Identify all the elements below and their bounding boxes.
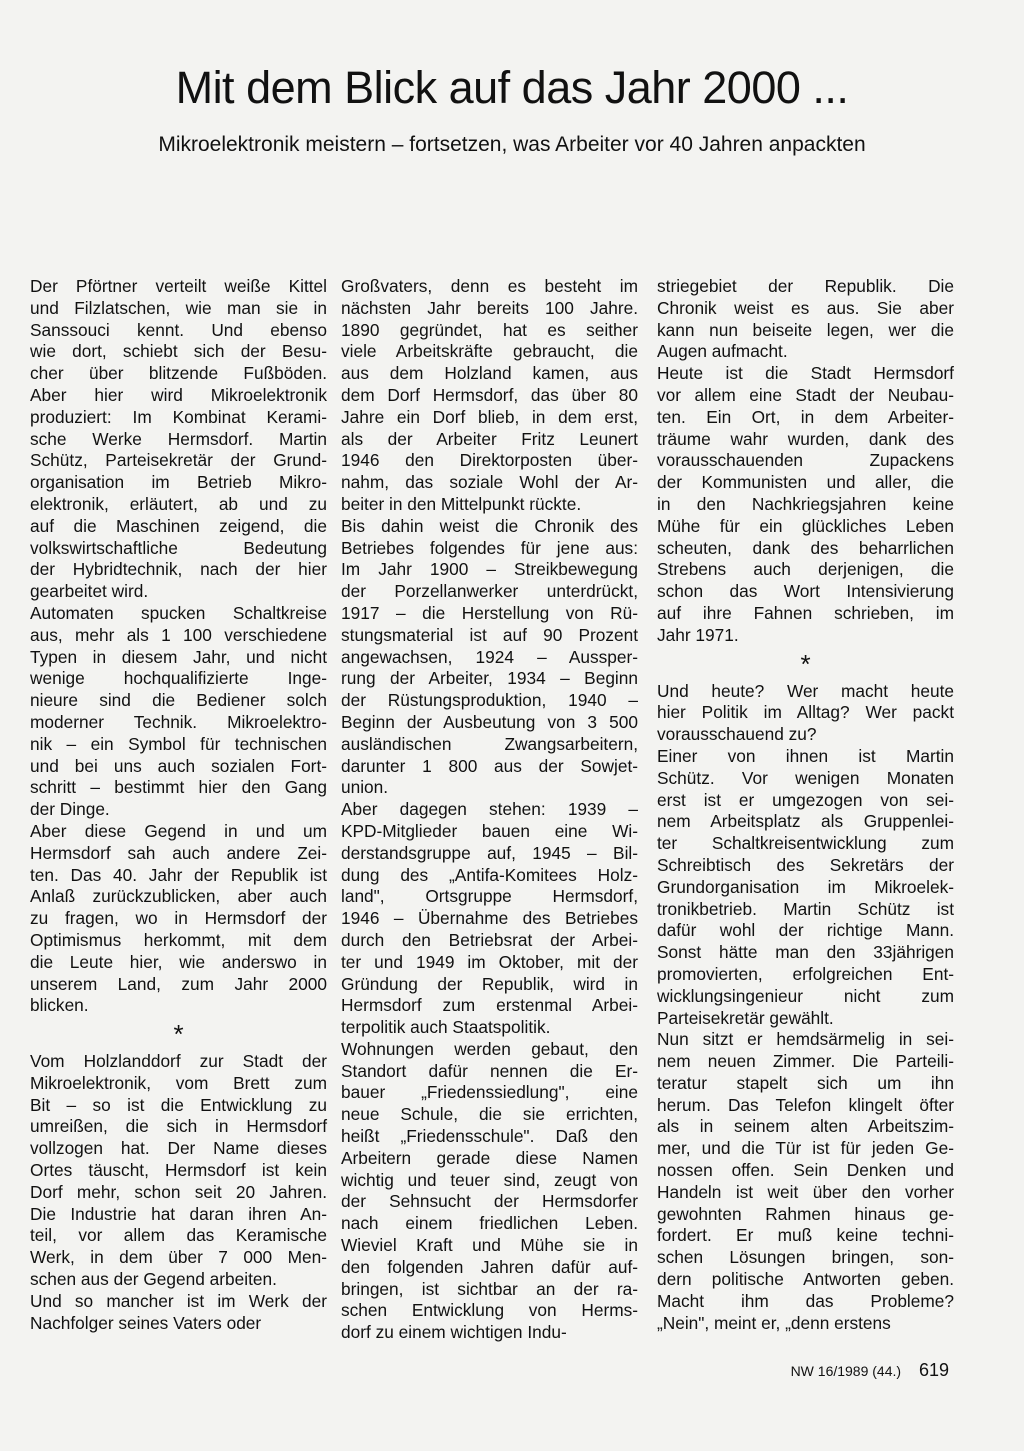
text-line: träume wahr wurden, dank des	[657, 428, 954, 449]
text-line: schon das Wort Intensivierung	[657, 581, 954, 602]
text-line: herum. Das Telefon klingelt öfter	[657, 1094, 954, 1115]
text-line: Aber diese Gegend in und um	[30, 820, 327, 841]
paragraph	[30, 1291, 327, 1335]
text-line: tronikbetrieb. Martin Schütz ist	[657, 898, 954, 919]
paragraph	[657, 681, 954, 746]
text-line: nem Arbeitsplatz als Gruppenlei-	[657, 811, 954, 832]
text-line: Typen in diesem Jahr, und nicht	[30, 646, 327, 667]
text-line: bauer „Friedenssiedlung", eine	[341, 1082, 638, 1103]
paragraph	[30, 821, 327, 1017]
text-line: ausländischen Zwangsarbeitern,	[341, 733, 638, 754]
text-line: durch den Betriebsrat der Arbei-	[341, 929, 638, 950]
text-line: der Rüstungsproduktion, 1940 –	[341, 690, 638, 711]
text-line: Dorf mehr, schon seit 20 Jahren.	[30, 1181, 327, 1202]
text-line: hier Politik im Alltag? Wer packt	[657, 702, 954, 723]
text-line: erst ist er umgezogen von sei-	[657, 789, 954, 810]
text-line: nieure sind die Bediener solch	[30, 690, 327, 711]
text-line: Schütz. Vor wenigen Monaten	[657, 767, 954, 788]
text-line: bringen, ist sichtbar an der ra-	[341, 1278, 638, 1299]
text-line: fordert. Er muß keine techni-	[657, 1225, 954, 1246]
text-line: scheuten, dank des beharrlichen	[657, 537, 954, 558]
text-line: dafür wohl der richtige Mann.	[657, 920, 954, 941]
issue-reference: NW 16/1989 (44.)	[790, 1363, 902, 1379]
text-line: der Sehnsucht der Hermsdorfer	[341, 1191, 638, 1212]
text-line: vollzogen hat. Der Name dieses	[30, 1138, 327, 1159]
paragraph	[657, 363, 954, 646]
text-line: mer, und die Tür ist für jeden Ge-	[657, 1138, 954, 1159]
text-line: Optimismus herkommt, mit dem	[30, 929, 327, 950]
text-line: Augen aufmacht.	[657, 341, 788, 362]
text-line: Im Jahr 1900 – Streikbewegung	[341, 559, 638, 580]
paragraph	[30, 603, 327, 821]
text-line: KPD-Mitglieder bauen eine Wi-	[341, 820, 638, 841]
text-line: sche Werke Hermsdorf. Martin	[30, 428, 327, 449]
paragraph	[30, 276, 327, 603]
text-line: Mikroelektronik, vom Brett zum	[30, 1072, 327, 1093]
text-line: Hermsdorf zum erstenmal Arbei-	[341, 995, 638, 1016]
text-line: heißt „Friedensschule". Daß den	[341, 1126, 638, 1147]
text-line: Der Pförtner verteilt weiße Kittel	[30, 276, 327, 296]
text-line: Jahr 1971.	[657, 624, 739, 645]
page-footer	[791, 1360, 949, 1381]
paragraph	[341, 799, 638, 1039]
text-column-2	[341, 276, 638, 1344]
text-line: Nachfolger seines Vaters oder	[30, 1312, 262, 1333]
text-line: „Nein", meint er, „denn erstens	[657, 1312, 891, 1333]
section-separator: *	[800, 648, 811, 679]
text-line: der Dinge.	[30, 799, 110, 820]
text-line: und Filzlatschen, wie man sie in	[30, 297, 327, 318]
text-line: als in seinem alten Arbeitszim-	[657, 1116, 954, 1137]
paragraph	[657, 746, 954, 1029]
text-line: Sanssouci kennt. Und ebenso	[30, 319, 327, 340]
text-line: der Hybridtechnik, nach der hier	[30, 559, 327, 580]
text-line: dung des „Antifa-Komitees Holz-	[341, 864, 638, 885]
text-line: derstandsgruppe auf, 1945 – Bil-	[341, 842, 638, 863]
text-line: Automaten spucken Schaltkreise	[30, 602, 327, 623]
text-line: und bei uns auch sozialen Fort-	[30, 755, 327, 776]
text-line: Aber hier wird Mikroelektronik	[30, 384, 327, 405]
section-separator: *	[173, 1019, 184, 1050]
text-line: den folgenden Jahren dafür auf-	[341, 1256, 638, 1277]
text-line: teil, vor allem das Keramische	[30, 1225, 327, 1246]
paragraph	[341, 1039, 638, 1344]
text-line: darunter 1 800 aus der Sowjet-	[341, 755, 638, 776]
text-line: ter Schaltkreisentwicklung zum	[657, 833, 954, 854]
text-line: Handeln ist weit über den vorher	[657, 1181, 954, 1202]
text-line: Bis dahin weist die Chronik des	[341, 515, 638, 536]
text-line: wenige hochqualifizierte Inge-	[30, 668, 327, 689]
text-line: terpolitik auch Staatspolitik.	[341, 1017, 551, 1038]
text-line: gearbeitet wird.	[30, 581, 149, 602]
paragraph	[341, 516, 638, 799]
text-line: Vom Holzlanddorf zur Stadt der	[30, 1051, 327, 1072]
text-line: land", Ortsgruppe Hermsdorf,	[341, 886, 638, 907]
text-line: aus dem Holzland kamen, aus	[341, 363, 638, 384]
text-line: vor allem eine Stadt der Neubau-	[657, 384, 954, 405]
text-line: Macht ihm das Probleme?	[657, 1290, 954, 1311]
text-line: ten. Ein Ort, in dem Arbeiter-	[657, 406, 954, 427]
text-line: auf ihre Fahnen schrieben, im	[657, 602, 954, 623]
text-line: 1946 den Direktorposten über-	[341, 450, 638, 471]
text-line: Chronik weist es aus. Sie aber	[657, 297, 954, 318]
text-line: ter und 1949 im Oktober, mit der	[341, 951, 638, 972]
text-line: Sonst hätte man den 33jährigen	[657, 942, 954, 963]
text-line: dem Dorf Hermsdorf, das über 80	[341, 384, 638, 405]
text-line: unserem Land, zum Jahr 2000	[30, 973, 327, 994]
text-line: wie dort, schiebt sich der Besu-	[30, 341, 327, 362]
text-line: viele Arbeitskräfte gebraucht, die	[341, 341, 638, 362]
text-line: neue Schule, die sie errichten,	[341, 1104, 638, 1125]
text-line: Die Industrie hat daran ihren An-	[30, 1203, 327, 1224]
text-line: der Kommunisten und aller, die	[657, 472, 954, 493]
article-subtitle: Mikroelektronik meistern – fortsetzen, was Arbeiter vor 40 Jahren anpackten	[158, 133, 866, 156]
text-line: Ortes täuscht, Hermsdorf ist kein	[30, 1160, 327, 1181]
text-line: rung der Arbeiter, 1934 – Beginn	[341, 668, 638, 689]
text-line: gewohnten Rahmen hinaus ge-	[657, 1203, 954, 1224]
text-line: organisation im Betrieb Mikro-	[30, 472, 327, 493]
text-line: ten. Das 40. Jahr der Republik ist	[30, 864, 327, 885]
text-line: schritt – bestimmt hier den Gang	[30, 777, 327, 798]
text-line: auf die Maschinen zeigend, die	[30, 515, 327, 536]
text-line: nossen offen. Sein Denken und	[657, 1160, 954, 1181]
text-line: 1890 gegründet, hat es seither	[341, 319, 638, 340]
text-line: teratur stapelt sich um ihn	[657, 1072, 954, 1093]
text-column-1	[30, 276, 327, 1334]
text-line: moderner Technik. Mikroelektro-	[30, 711, 327, 732]
text-line: Gründung der Republik, wird in	[341, 973, 638, 994]
text-line: in den Nachkriegsjahren keine	[657, 493, 954, 514]
text-line: Heute ist die Stadt Hermsdorf	[657, 363, 954, 384]
text-line: die Leute hier, wie anderswo in	[30, 951, 327, 972]
text-line: Wieviel Kraft und Mühe sie in	[341, 1235, 638, 1256]
text-line: Jahre ein Dorf blieb, in dem erst,	[341, 406, 638, 427]
text-line: Strebens auch derjenigen, die	[657, 559, 954, 580]
text-line: nahm, das soziale Wohl der Ar-	[341, 472, 638, 493]
text-line: umreißen, die sich in Hermsdorf	[30, 1116, 327, 1137]
text-line: Werk, in dem über 7 000 Men-	[30, 1247, 327, 1268]
text-line: zu fragen, wo in Hermsdorf der	[30, 908, 327, 929]
text-line: Schreibtisch des Sekretärs der	[657, 854, 954, 875]
text-line: Grundorganisation im Mikroelek-	[657, 876, 954, 897]
text-line: dorf zu einem wichtigen Indu-	[341, 1322, 567, 1343]
text-line: nik – ein Symbol für technischen	[30, 733, 327, 754]
text-line: union.	[341, 777, 389, 798]
text-line: stungsmaterial ist auf 90 Prozent	[341, 624, 638, 645]
text-line: Standort dafür nennen die Er-	[341, 1060, 638, 1081]
paragraph	[341, 276, 638, 516]
text-line: kann nun beiseite legen, wer die	[657, 319, 954, 340]
text-line: 1917 – die Herstellung von Rü-	[341, 602, 638, 623]
text-line: Hermsdorf sah auch andere Zei-	[30, 842, 327, 863]
text-line: blicken.	[30, 995, 89, 1016]
text-line: angewachsen, 1924 – Aussper-	[341, 646, 638, 667]
text-line: als der Arbeiter Fritz Leunert	[341, 428, 638, 449]
text-line: nem neuen Zimmer. Die Parteili-	[657, 1051, 954, 1072]
text-line: Wohnungen werden gebaut, den	[341, 1038, 638, 1059]
text-line: schen Entwicklung von Herms-	[341, 1300, 638, 1321]
text-line: nach einem friedlichen Leben.	[341, 1213, 638, 1234]
text-line: Schütz, Parteisekretär der Grund-	[30, 450, 327, 471]
text-line: elektronik, erläutert, ab und zu	[30, 493, 327, 514]
paragraph	[657, 1029, 954, 1334]
text-line: der Porzellanwerker unterdrückt,	[341, 581, 638, 602]
text-line: vorausschauend zu?	[657, 724, 817, 745]
text-line: dern politische Antworten geben.	[657, 1269, 954, 1290]
text-line: volkswirtschaftliche Bedeutung	[30, 537, 327, 558]
text-line: Bit – so ist die Entwicklung zu	[30, 1094, 327, 1115]
text-line: Und heute? Wer macht heute	[657, 680, 954, 701]
text-line: promovierten, erfolgreichen Ent-	[657, 963, 954, 984]
text-line: Großvaters, denn es besteht im	[341, 276, 638, 296]
text-line: Parteisekretär gewählt.	[657, 1007, 834, 1028]
text-line: aus, mehr als 1 100 verschiedene	[30, 624, 327, 645]
text-line: schen Lösungen bringen, son-	[657, 1247, 954, 1268]
text-line: cher über blitzende Fußböden.	[30, 363, 327, 384]
text-line: Einer von ihnen ist Martin	[657, 745, 954, 766]
paragraph	[657, 276, 954, 363]
text-line: vorausschauenden Zupackens	[657, 450, 954, 471]
text-line: Anlaß zurückzublicken, aber auch	[30, 886, 327, 907]
page-number: 619	[918, 1360, 949, 1380]
text-line: Mühe für ein glückliches Leben	[657, 515, 954, 536]
text-line: wicklungsingenieur nicht zum	[657, 985, 954, 1006]
text-line: schen aus der Gegend arbeiten.	[30, 1269, 277, 1290]
text-line: nächsten Jahr bereits 100 Jahre.	[341, 297, 638, 318]
text-line: Beginn der Ausbeutung von 3 500	[341, 711, 638, 732]
text-line: Aber dagegen stehen: 1939 –	[341, 799, 638, 820]
text-line: beiter in den Mittelpunkt rückte.	[341, 493, 582, 514]
text-line: Arbeitern gerade diese Namen	[341, 1147, 638, 1168]
text-line: produziert: Im Kombinat Kerami-	[30, 406, 327, 427]
text-line: Und so mancher ist im Werk der	[30, 1290, 327, 1311]
text-column-3	[657, 276, 954, 1334]
paragraph	[30, 1051, 327, 1291]
text-line: Nun sitzt er hemdsärmelig in sei-	[657, 1029, 954, 1050]
text-line: 1946 – Übernahme des Betriebes	[341, 908, 638, 929]
text-line: wichtig und teuer sind, zeugt von	[341, 1169, 638, 1190]
text-line: striegebiet der Republik. Die	[657, 276, 954, 296]
text-line: Betriebes folgendes für jene aus:	[341, 537, 638, 558]
article-title: Mit dem Blick auf das Jahr 2000 ...	[175, 62, 849, 113]
